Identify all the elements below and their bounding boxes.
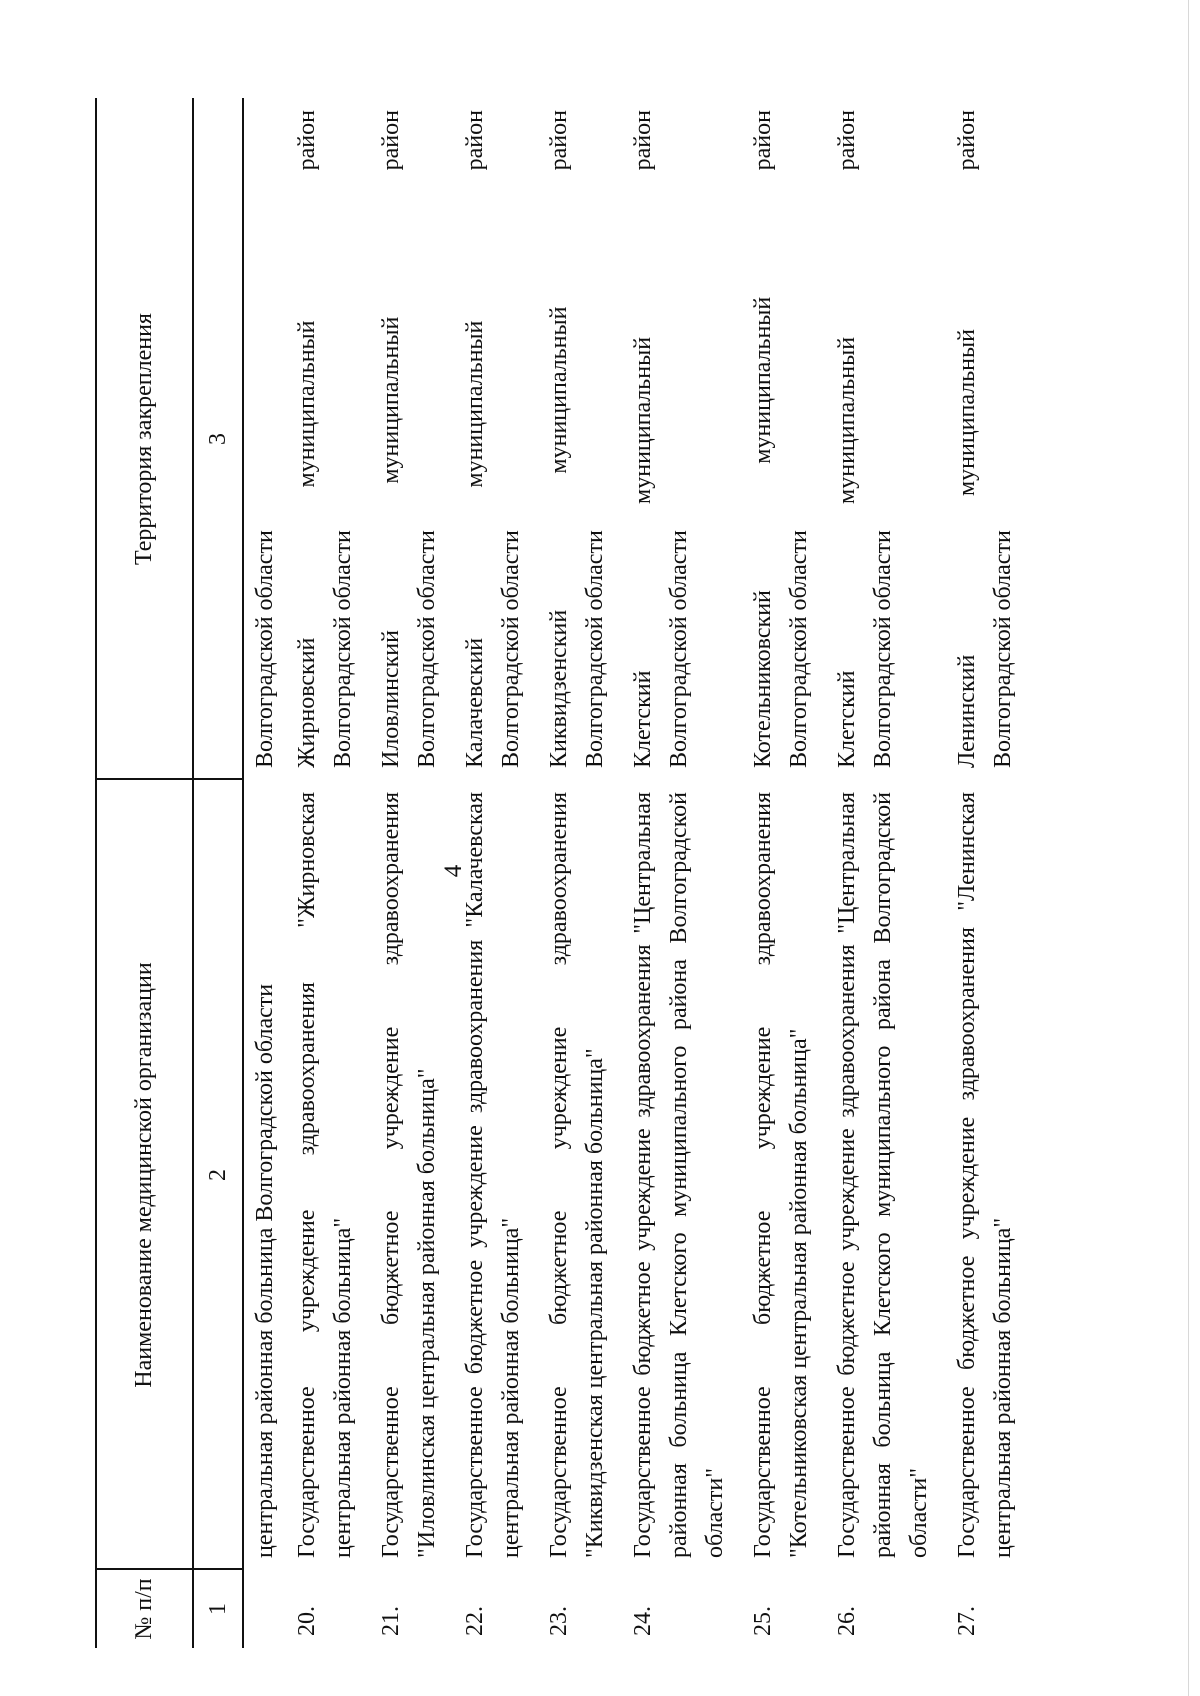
organization-name-line: центральная районная больница" xyxy=(990,1217,1016,1558)
organization-name-line: Государственное бюджетное учреждение здравоохранения "Калачевская xyxy=(462,792,488,1558)
territory-name-line: Котельниковский муниципальный район xyxy=(750,110,776,768)
table-row xyxy=(949,98,1021,1648)
territory-name-line: Волгоградской области xyxy=(990,530,1016,768)
territory-name-line: Жирновский муниципальный район xyxy=(294,110,320,768)
row-number: 23. xyxy=(546,1606,572,1636)
row-number: 21. xyxy=(378,1606,404,1636)
numbering-divider xyxy=(242,98,244,1648)
territory-name-line: Волгоградской области xyxy=(498,530,524,768)
organization-name xyxy=(829,780,937,1570)
row-number: 25. xyxy=(750,1606,776,1636)
organization-name-line: центральная районная больница Волгоградской области xyxy=(252,983,278,1558)
territory-name xyxy=(625,98,733,780)
territory-name-line: Волгоградской области xyxy=(330,530,356,768)
organization-name-line: Государственное бюджетное учреждение здравоохранения xyxy=(750,792,776,1558)
territory-name xyxy=(373,98,445,780)
organization-name-line: центральная районная больница" xyxy=(498,1217,524,1558)
table-row xyxy=(457,98,529,1648)
table-row xyxy=(625,98,733,1648)
organization-name-line: Государственное бюджетное учреждение здравоохранения "Ленинская xyxy=(954,792,980,1558)
organization-name-line: "Котельниковская центральная районная больница" xyxy=(786,1028,812,1558)
organization-name xyxy=(457,780,529,1570)
organization-name xyxy=(541,780,613,1570)
organization-name-line: районная больница Клетского муниципального района Волгоградской xyxy=(870,792,896,1558)
rotated-page xyxy=(0,46,1200,1696)
header-territory: Территория закрепления xyxy=(130,313,157,565)
header-organization: Наименование медицинской организации xyxy=(130,962,157,1388)
organization-name-line: "Иловлинская центральная районная больница" xyxy=(414,1068,440,1558)
table-row xyxy=(289,98,361,1648)
table-row xyxy=(247,98,283,1648)
territory-name xyxy=(745,98,817,780)
organization-name xyxy=(745,780,817,1570)
header-divider xyxy=(192,98,194,1648)
territory-name xyxy=(289,98,361,780)
row-number xyxy=(247,1570,283,1648)
territory-name xyxy=(541,98,613,780)
organization-name-line: Государственное бюджетное учреждение здравоохранения xyxy=(546,792,572,1558)
table-row xyxy=(745,98,817,1648)
column-number-2: 2 xyxy=(205,1169,231,1181)
territory-name-line: Волгоградской области xyxy=(414,530,440,768)
row-number: 20. xyxy=(294,1606,320,1636)
territory-name xyxy=(949,98,1021,780)
territory-name xyxy=(247,98,283,780)
organization-name-line: центральная районная больница" xyxy=(330,1217,356,1558)
territory-name-line: Волгоградской области xyxy=(666,530,692,768)
organization-name-line: районная больница Клетского муниципального района Волгоградской xyxy=(666,792,692,1558)
column-number-3: 3 xyxy=(205,433,231,445)
organization-name xyxy=(247,780,283,1570)
row-number: 24. xyxy=(630,1606,656,1636)
page-number: 4 xyxy=(440,864,467,878)
organization-name-line: "Киквидзенская центральная районная больница" xyxy=(582,1048,608,1558)
organization-name xyxy=(949,780,1021,1570)
table-row xyxy=(373,98,445,1648)
organization-name xyxy=(373,780,445,1570)
territory-name-line: Волгоградской области xyxy=(786,530,812,768)
organization-name-line: области" xyxy=(702,1467,728,1558)
column-number-1: 1 xyxy=(205,1603,231,1615)
territory-name-line: Калачевский муниципальный район xyxy=(462,110,488,768)
row-number: 27. xyxy=(954,1606,980,1636)
territory-name-line: Ленинский муниципальный район xyxy=(954,110,980,768)
organization-name-line: Государственное бюджетное учреждение здравоохранения "Центральная xyxy=(834,792,860,1558)
territory-name xyxy=(829,98,937,780)
row-number: 26. xyxy=(834,1606,860,1636)
territory-name xyxy=(457,98,529,780)
organization-name xyxy=(289,780,361,1570)
organization-name-line: Государственное бюджетное учреждение здравоохранения xyxy=(378,792,404,1558)
table-row xyxy=(541,98,613,1648)
territory-name-line: Волгоградской области xyxy=(870,530,896,768)
organization-name-line: области" xyxy=(906,1467,932,1558)
organization-name-line: Государственное учреждение здравоохранения "Жирновская xyxy=(294,792,320,1558)
territory-name-line: Иловлинский муниципальный район xyxy=(378,110,404,768)
territory-name-line: Клетский муниципальный район xyxy=(834,110,860,768)
table-row xyxy=(829,98,937,1648)
organization-name-line: Государственное бюджетное учреждение здравоохранения "Центральная xyxy=(630,792,656,1558)
territory-name-line: Волгоградской области xyxy=(582,530,608,768)
header-number: № п/п xyxy=(130,1578,157,1640)
territory-name-line: Волгоградской области xyxy=(252,530,278,768)
table-body xyxy=(247,98,1033,1648)
territory-name-line: Клетский муниципальный район xyxy=(630,110,656,768)
organization-name xyxy=(625,780,733,1570)
territory-name-line: Киквидзенский муниципальный район xyxy=(546,110,572,768)
row-number: 22. xyxy=(462,1606,488,1636)
